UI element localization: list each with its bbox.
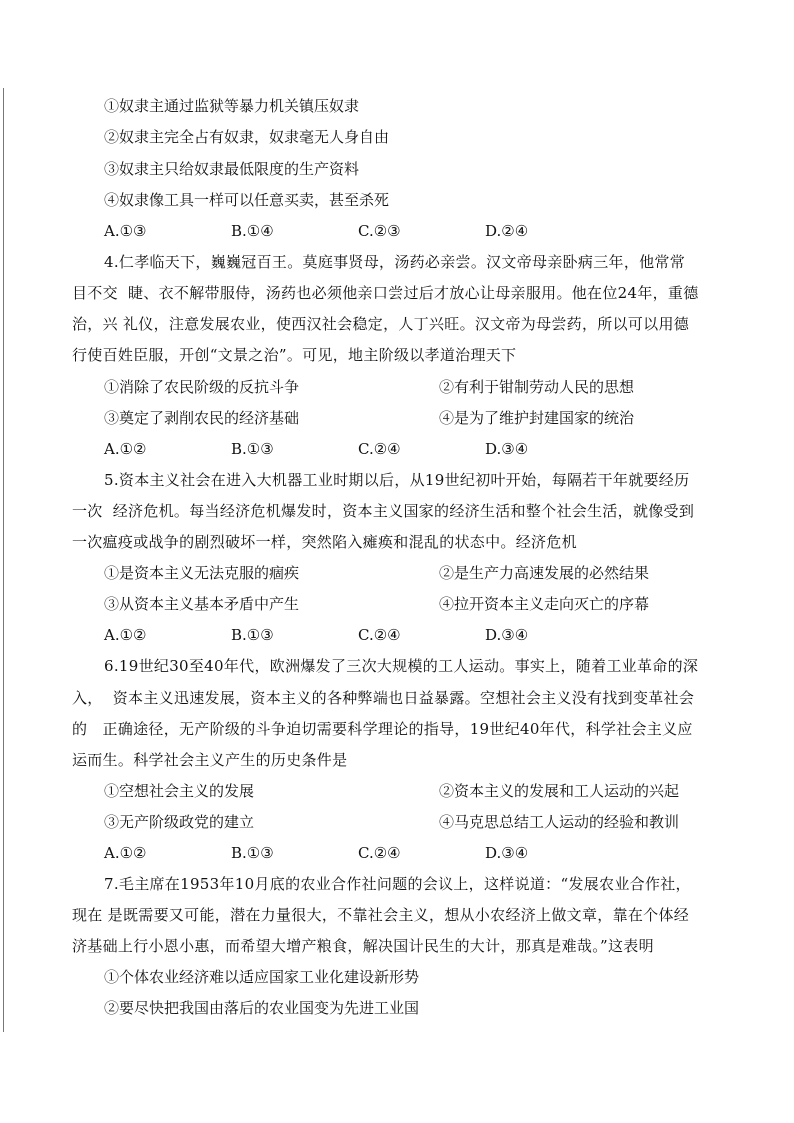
q3-option-2: ②奴隶主完全占有奴隶，奴隶毫无人身自由 [104,128,390,146]
q4-stem-line-3: 治，兴 礼仪，注意发展农业，使西汉社会稳定，人丁兴旺。汉文帝为母尝药，所以可以用德 [72,315,690,333]
q5-option-1: ①是资本主义无法克服的痼疾 [104,564,300,582]
q3-option-3: ③奴隶主只给奴隶最低限度的生产资料 [104,160,360,178]
q4-option-1: ①消除了农民阶级的反抗斗争 [104,378,300,396]
q5-option-4: ④拉开资本主义走向灭亡的序幕 [439,595,650,613]
q6-answer-d: D.③④ [485,844,529,862]
q5-answer-d: D.③④ [485,626,529,644]
q3-answer-a: A.①③ [104,222,147,240]
q4-answer-c: C.②④ [358,440,401,458]
q3-answer-c: C.②③ [358,222,401,240]
q3-answer-d: D.②④ [485,222,529,240]
q5-stem-line-2: 一次 经济危机。每当经济危机爆发时，资本主义国家的经济生活和整个社会生活，就像受到 [72,502,695,520]
q7-option-1: ①个体农业经济难以适应国家工业化建设新形势 [104,968,420,986]
q6-answer-a: A.①② [104,844,147,862]
q6-option-3: ③无产阶级政党的建立 [104,813,255,831]
q7-stem-line-3: 济基础上行小恩小惠，而希望大增产粮食，解决国计民生的大计，那真是难哉。”这表明 [72,937,654,955]
q5-option-3: ③从资本主义基本矛盾中产生 [104,595,300,613]
q5-answer-a: A.①② [104,626,147,644]
q5-stem-line-3: 一次瘟疫或战争的剧烈破坏一样，突然陷入瘫痪和混乱的状态中。经济危机 [72,533,577,551]
q6-option-4: ④马克思总结工人运动的经验和教训 [439,813,680,831]
q4-stem-line-4: 行使百姓臣服，开创“文景之治”。可见，地主阶级以孝道治理天下 [72,346,517,364]
q7-stem-line-1: 7.毛主席在1953年10月底的农业合作社问题的会议上，这样说道：“发展农业合作社， [104,875,691,893]
q6-stem-line-4: 运而生。科学社会主义产生的历史条件是 [72,751,348,769]
q6-stem-line-1: 6.19世纪30至40年代，欧洲爆发了三次大规模的工人运动。事实上，随着工业革命的深 [104,657,699,675]
q5-option-2: ②是生产力高速发展的必然结果 [439,564,650,582]
q5-stem-line-1: 5.资本主义社会在进入大机器工业时期以后，从19世纪初叶开始，每隔若干年就要经历 [104,471,690,489]
q6-option-1: ①空想社会主义的发展 [104,782,255,800]
q4-option-2: ②有利于钳制劳动人民的思想 [439,378,635,396]
q4-answer-d: D.③④ [485,440,529,458]
q5-answer-b: B.①③ [231,626,274,644]
q4-option-3: ③奠定了剥削农民的经济基础 [104,409,300,427]
q5-answer-c: C.②④ [358,626,401,644]
q4-stem-line-2: 目不交 睫、衣不解带服侍，汤药也必须他亲口尝过后才放心让母亲服用。他在位24年，重德 [72,284,699,302]
q7-option-2: ②要尽快把我国由落后的农业国变为先进工业国 [104,999,420,1017]
q3-answer-b: B.①④ [231,222,274,240]
q7-stem-line-2: 现在 是既需要又可能，潜在力量很大，不靠社会主义，想从小农经济上做文章，靠在个体经 [72,906,690,924]
q6-option-2: ②资本主义的发展和工人运动的兴起 [439,782,680,800]
q3-option-4: ④奴隶像工具一样可以任意买卖，甚至杀死 [104,191,390,209]
q6-stem-line-2: 入， 资本主义迅速发展，资本主义的各种弊端也日益暴露。空想社会主义没有找到变革社会 [72,689,695,707]
q4-option-4: ④是为了维护封建国家的统治 [439,409,635,427]
q6-stem-line-3: 的 正确途径，无产阶级的斗争迫切需要科学理论的指导，19世纪40年代，科学社会主义应 [72,720,693,738]
left-margin-rule [3,88,4,1032]
q4-answer-b: B.①③ [231,440,274,458]
q3-option-1: ①奴隶主通过监狱等暴力机关镇压奴隶 [104,97,360,115]
q6-answer-b: B.①③ [231,844,274,862]
q4-stem-line-1: 4.仁孝临天下，巍巍冠百王。莫庭事贤母，汤药必亲尝。汉文帝母亲卧病三年，他常常 [104,253,686,271]
q4-answer-a: A.①② [104,440,147,458]
q6-answer-c: C.②④ [358,844,401,862]
